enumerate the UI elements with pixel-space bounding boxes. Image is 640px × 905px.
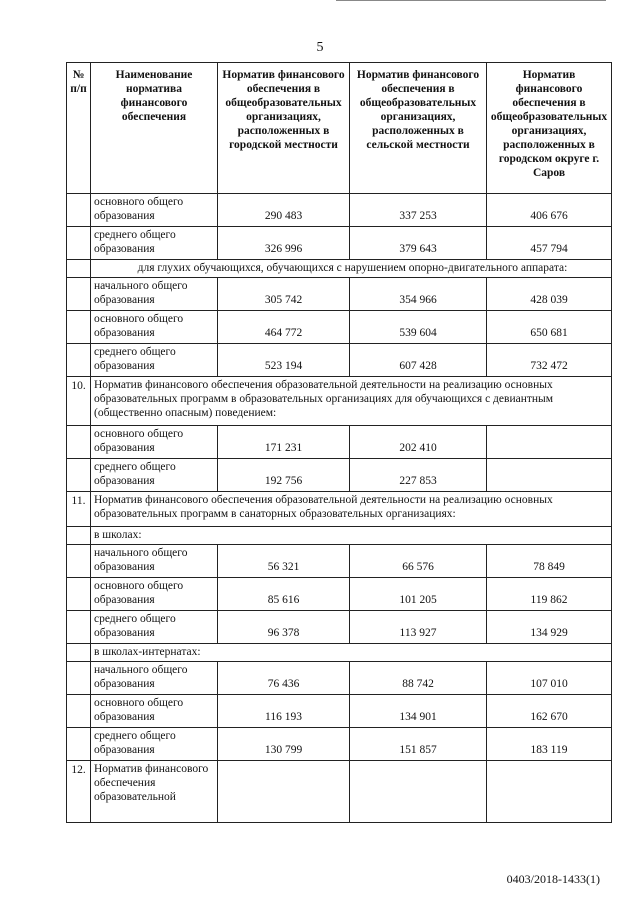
cell-urban: 96 378 [218,611,350,644]
table-row [67,426,612,459]
cell-rural: 202 410 [350,426,487,459]
row-name: среднего общего образования [91,344,218,377]
cell-urban: 130 799 [218,728,350,761]
table-row [67,311,612,344]
row-name: среднего общего образования [91,611,218,644]
section-row [67,492,612,527]
cell-urban: 192 756 [218,459,350,492]
row-name: начального общего образования [91,545,218,578]
cell-rural: 88 742 [350,662,487,695]
cell-rural: 227 853 [350,459,487,492]
col-header-name: Наименование норматива финансового обеспечения [91,63,218,194]
cell-urban: 116 193 [218,695,350,728]
cell-urban: 464 772 [218,311,350,344]
section-number: 12. [67,761,91,823]
cell-rural: 607 428 [350,344,487,377]
cell-rural: 113 927 [350,611,487,644]
row-name: начального общего образования [91,278,218,311]
col-header-sarov: Норматив финансового обеспечения в общеобразовательных организациях, расположенных в городском округе г. Саров [487,63,612,194]
cell-sarov: 406 676 [487,194,612,227]
cell-sarov [487,459,612,492]
table-row [67,662,612,695]
row-name: среднего общего образования [91,227,218,260]
group-label: в школах-интернатах: [91,644,612,662]
row-name: основного общего образования [91,578,218,611]
group-label: в школах: [91,527,612,545]
cell-sarov: 650 681 [487,311,612,344]
row-name: начального общего образования [91,662,218,695]
cell-urban: 171 231 [218,426,350,459]
cell-urban: 326 996 [218,227,350,260]
cell-sarov: 732 472 [487,344,612,377]
cell-urban: 76 436 [218,662,350,695]
cell-urban: 290 483 [218,194,350,227]
cell-urban: 305 742 [218,278,350,311]
cell-sarov: 119 862 [487,578,612,611]
cell-sarov: 78 849 [487,545,612,578]
page-number: 5 [316,40,324,55]
cell-rural: 337 253 [350,194,487,227]
table-row [67,194,612,227]
group-row [67,527,612,545]
standards-table [66,62,612,823]
cell-sarov: 162 670 [487,695,612,728]
document-number: 0403/2018-1433(1) [506,872,600,886]
row-name: основного общего образования [91,194,218,227]
cell-rural: 101 205 [350,578,487,611]
cell-urban: 523 194 [218,344,350,377]
cell-urban: 56 321 [218,545,350,578]
table-row [67,545,612,578]
row-name: основного общего образования [91,695,218,728]
cell-rural: 66 576 [350,545,487,578]
row-name: среднего общего образования [91,459,218,492]
section-row [67,377,612,426]
table-row [67,728,612,761]
row-name: Норматив финансового обеспечения образовательной [91,761,218,823]
row-name: среднего общего образования [91,728,218,761]
table-row [67,278,612,311]
table-row [67,344,612,377]
table-header-row [67,63,612,194]
cell-sarov: 457 794 [487,227,612,260]
table-row [67,611,612,644]
cell-rural: 134 901 [350,695,487,728]
group-row [67,644,612,662]
cell-sarov: 134 929 [487,611,612,644]
group-row [67,260,612,278]
group-label: для глухих обучающихся, обучающихся с нарушением опорно-двигательного аппарата: [91,260,612,278]
col-header-rural: Норматив финансового обеспечения в общеобразовательных организациях, расположенных в сельской местности [350,63,487,194]
section-number: 10. [67,377,91,426]
cell-urban: 85 616 [218,578,350,611]
table-row [67,459,612,492]
section-title: Норматив финансового обеспечения образовательной деятельности на реализацию основных образовательных программ в санаторных образовательных организациях: [91,492,612,527]
col-header-num: № п/п [67,63,91,194]
section-row [67,761,612,823]
section-number: 11. [67,492,91,527]
cell-rural: 354 966 [350,278,487,311]
cell-rural: 379 643 [350,227,487,260]
row-name: основного общего образования [91,426,218,459]
table-row [67,695,612,728]
cell-rural: 539 604 [350,311,487,344]
cell-sarov: 183 119 [487,728,612,761]
cell-sarov: 107 010 [487,662,612,695]
col-header-urban: Норматив финансового обеспечения в общеобразовательных организациях, расположенных в городской местности [218,63,350,194]
cell-sarov [487,426,612,459]
section-title: Норматив финансового обеспечения образовательной деятельности на реализацию основных образовательных программ в образовательных организациях для обучающихся с девиантным (общественно опасным) поведением: [91,377,612,426]
cell-rural: 151 857 [350,728,487,761]
table-row [67,578,612,611]
row-name: основного общего образования [91,311,218,344]
cell-sarov: 428 039 [487,278,612,311]
table-row [67,227,612,260]
top-edge-line [336,0,606,1]
